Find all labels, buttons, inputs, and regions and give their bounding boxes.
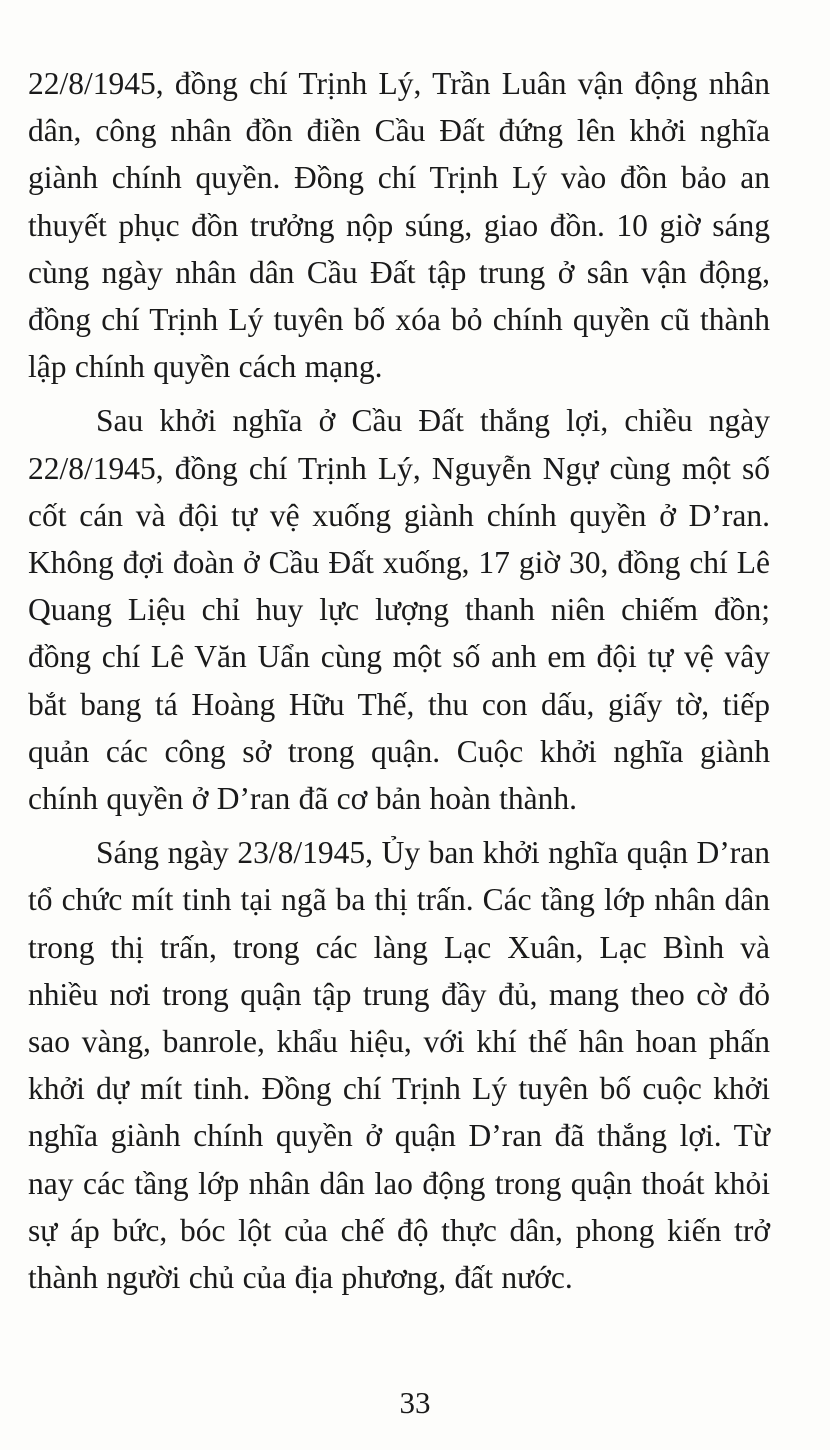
paragraph-1: 22/8/1945, đồng chí Trịnh Lý, Trần Luân vận động nhân dân, công nhân đồn điền Cầu Đất đứng lên khởi nghĩa giành chính quyền. Đồng chí Trịnh Lý vào đồn bảo an thuyết phục đồn trưởng nộp súng, giao đồn. 10 giờ sáng cùng ngày nhân dân Cầu Đất tập trung ở sân vận động, đồng chí Trịnh Lý tuyên bố xóa bỏ chính quyền cũ thành lập chính quyền cách mạng. <box>28 66 770 385</box>
body-text <box>28 60 770 1308</box>
paragraph-3: Sáng ngày 23/8/1945, Ủy ban khởi nghĩa quận D’ran tổ chức mít tinh tại ngã ba thị trấn. Các tầng lớp nhân dân trong thị trấn, trong các làng Lạc Xuân, Lạc Bình và nhiều nơi trong quận tập trung đầy đủ, mang theo cờ đỏ sao vàng, banrole, khẩu hiệu, với khí thế hân hoan phấn khởi dự mít tinh. Đồng chí Trịnh Lý tuyên bố cuộc khởi nghĩa giành chính quyền ở quận D’ran đã thắng lợi. Từ nay các tầng lớp nhân dân lao động trong quận thoát khỏi sự áp bức, bóc lột của chế độ thực dân, phong kiến trở thành người chủ của địa phương, đất nước. <box>28 835 770 1296</box>
page-number: 33 <box>399 1385 431 1420</box>
paragraph-2: Sau khởi nghĩa ở Cầu Đất thắng lợi, chiều ngày 22/8/1945, đồng chí Trịnh Lý, Nguyễn Ngự cùng một số cốt cán và đội tự vệ xuống giành chính quyền ở D’ran. Không đợi đoàn ở Cầu Đất xuống, 17 giờ 30, đồng chí Lê Quang Liệu chỉ huy lực lượng thanh niên chiếm đồn; đồng chí Lê Văn Uẩn cùng một số anh em đội tự vệ vây bắt bang tá Hoàng Hữu Thế, thu con dấu, giấy tờ, tiếp quản các công sở trong quận. Cuộc khởi nghĩa giành chính quyền ở D’ran đã cơ bản hoàn thành. <box>28 403 770 817</box>
